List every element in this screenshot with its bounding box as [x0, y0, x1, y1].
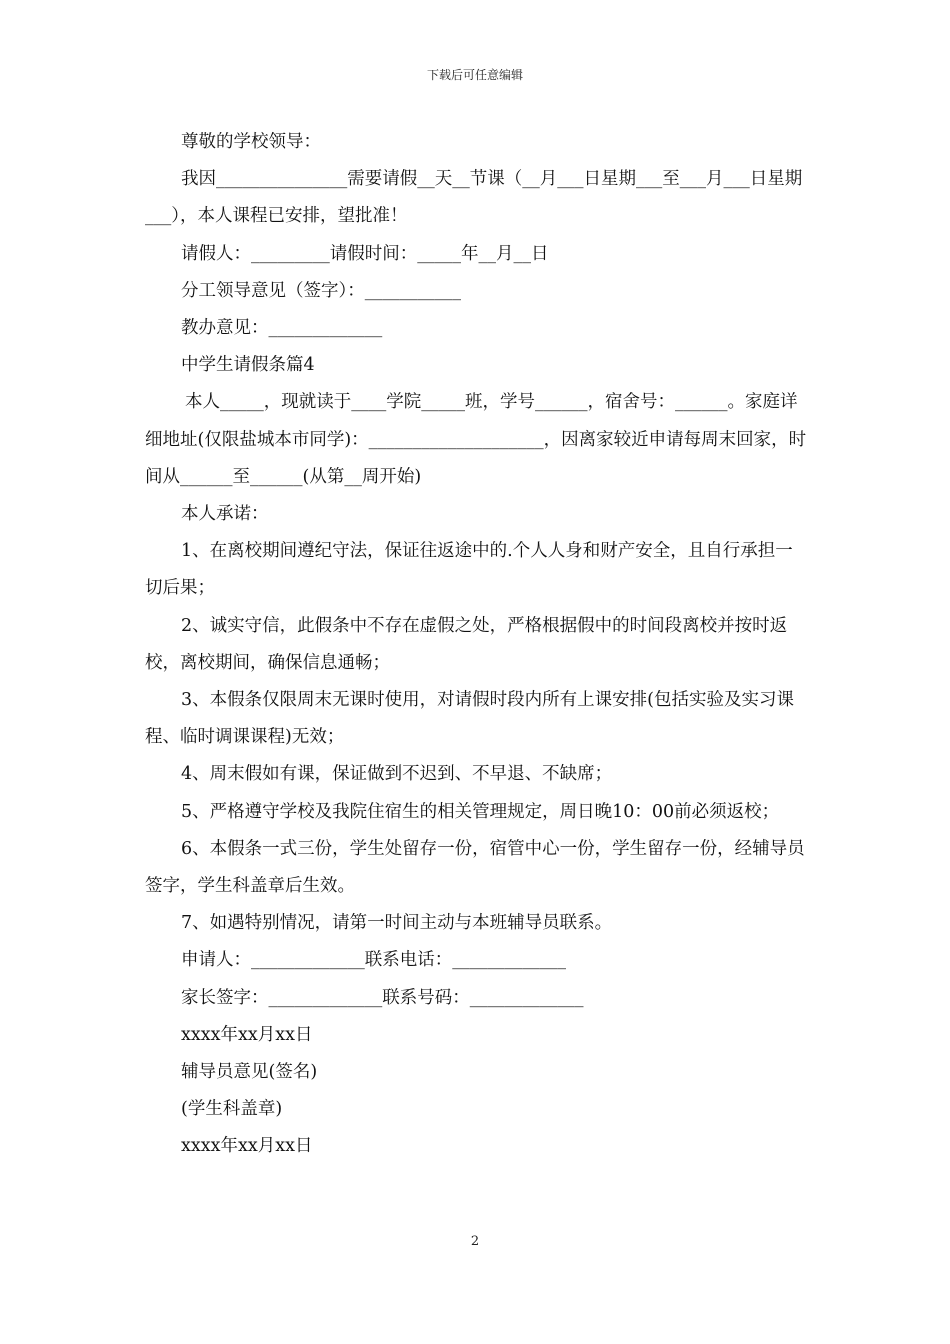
promise-item-6: 6、本假条一式三份，学生处留存一份，宿管中心一份，学生留存一份，经辅导员签字，学生科盖章后生效。 — [145, 838, 805, 897]
document-body — [145, 124, 807, 1166]
page-number: 2 — [470, 1234, 480, 1249]
stamp-line: (学生科盖章) — [181, 1099, 283, 1120]
leave-request-paragraph: 我因_______________需要请假__天__节课（__月___日星期___至___月___日星期___），本人课程已安排，望批准！ — [145, 169, 803, 227]
promise-item-5: 5、严格遵守学校及我院住宿生的相关管理规定，周日晚10：00前必须返校； — [181, 801, 780, 822]
counselor-opinion-line: 辅导员意见(签名) — [181, 1062, 318, 1083]
student-info-paragraph: 本人_____，现就读于____学院_____班，学号______，宿舍号：______。家庭详细地址(仅限盐城本市同学)：____________________，因离家较近申请每周末回家，时间从______至______(从第__周开始) — [145, 392, 807, 487]
applicant-phone-line: 申请人：_____________联系电话：_____________ — [181, 950, 566, 971]
applicant-line: 请假人：_________请假时间：_____年__月__日 — [181, 243, 549, 264]
promise-item-2: 2、诚实守信，此假条中不存在虚假之处，严格根据假中的时间段离校并按时返校，离校期间，确保信息通畅； — [145, 615, 788, 673]
date-line-final: xxxx年xx月xx日 — [181, 1136, 313, 1157]
parent-signature-line: 家长签字：_____________联系号码：_____________ — [181, 987, 584, 1008]
promise-item-1: 1、在离校期间遵纪守法，保证往返途中的.个人人身和财产安全，且自行承担一切后果； — [145, 541, 793, 599]
promise-item-3: 3、本假条仅限周末无课时使用，对请假时段内所有上课安排(包括实验及实习课程、临时调课课程)无效； — [145, 690, 794, 748]
salutation: 尊敬的学校领导： — [181, 132, 321, 152]
date-line: xxxx年xx月xx日 — [181, 1024, 313, 1045]
promise-heading: 本人承诺： — [181, 504, 269, 525]
section-title: 中学生请假条篇4 — [181, 355, 315, 376]
leader-opinion-line: 分工领导意见（签字）：___________ — [181, 280, 461, 301]
promise-item-7: 7、如遇特别情况，请第一时间主动与本班辅导员联系。 — [181, 913, 613, 934]
promise-item-4: 4、周末假如有课，保证做到不迟到、不早退、不缺席； — [181, 764, 613, 785]
page-header: 下载后可任意编辑 — [426, 68, 523, 82]
office-opinion-line: 教办意见：_____________ — [181, 318, 383, 339]
